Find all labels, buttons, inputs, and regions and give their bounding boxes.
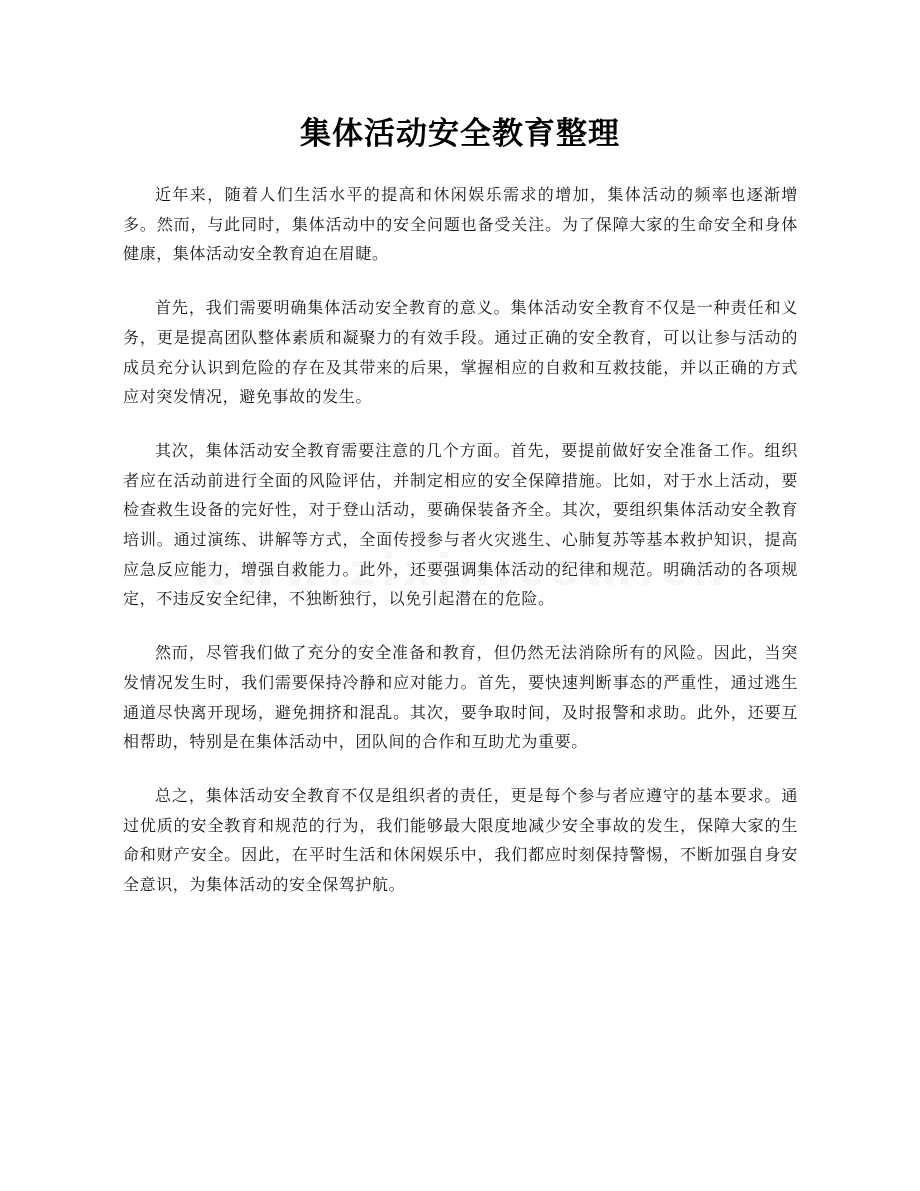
document-title: 集体活动安全教育整理 xyxy=(300,116,620,152)
paragraph-intro: 近年来，随着人们生活水平的提高和休闲娱乐需求的增加，集体活动的频率也逐渐增多。然而，与此同时，集体活动中的安全问题也备受关注。为了保障大家的生命安全和身体健康，集体活动安全教育迫在眉睫。 xyxy=(123,185,798,264)
document-body xyxy=(123,180,798,924)
paragraph-conclusion: 总之，集体活动安全教育不仅是组织者的责任，更是每个参与者应遵守的基本要求。通过优质的安全教育和规范的行为，我们能够最大限度地减少安全事故的发生，保障大家的生命和财产安全。因此，在平时生活和休闲娱乐中，我们都应时刻保持警惕，不断加强自身安全意识，为集体活动的安全保驾护航。 xyxy=(123,785,798,895)
paragraph-emergency-response: 然而，尽管我们做了充分的安全准备和教育，但仍然无法消除所有的风险。因此，当突发情况发生时，我们需要保持冷静和应对能力。首先，要快速判断事态的严重性，通过逃生通道尽快离开现场，避免拥挤和混乱。其次，要争取时间，及时报警和求助。此外，还要互相帮助，特别是在集体活动中，团队间的合作和互助尤为重要。 xyxy=(123,643,798,752)
paragraph-key-aspects: 其次，集体活动安全教育需要注意的几个方面。首先，要提前做好安全准备工作。组织者应在活动前进行全面的风险评估，并制定相应的安全保障措施。比如，对于水上活动，要检查救生设备的完好性，对于登山活动，要确保装备齐全。其次，要组织集体活动安全教育培训。通过演练、讲解等方式，全面传授参与者火灾逃生、心肺复苏等基本救护知识，提高应急反应能力，增强自救能力。此外，还要强调集体活动的纪律和规范。明确活动的各项规定，不违反安全纪律，不独断独行，以免引起潜在的危险。 xyxy=(123,440,798,609)
paragraph-significance: 首先，我们需要明确集体活动安全教育的意义。集体活动安全教育不仅是一种责任和义务，更是提高团队整体素质和凝聚力的有效手段。通过正确的安全教育，可以让参与活动的成员充分认识到危险的存在及其带来的后果，掌握相应的自救和互救技能，并以正确的方式应对突发情况，避免事故的发生。 xyxy=(123,298,798,407)
